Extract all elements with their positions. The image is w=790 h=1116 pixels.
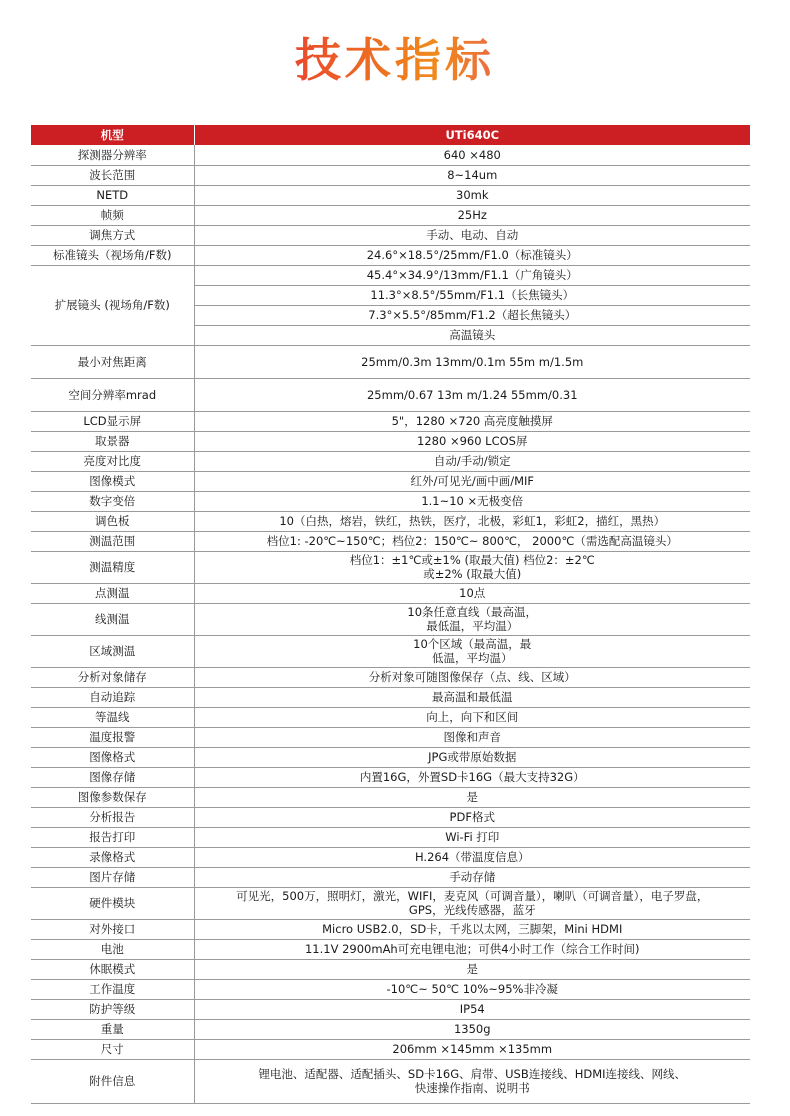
table-row [31, 1039, 750, 1059]
spec-value: 红外/可见光/画中画/MIF [194, 471, 750, 491]
table-row [31, 727, 750, 747]
spec-value: -10℃~ 50℃ 10%~95%非冷凝 [194, 979, 750, 999]
table-row [31, 1059, 750, 1103]
spec-label: 图像参数保存 [31, 787, 194, 807]
spec-value: 30mk [194, 185, 750, 205]
spec-label: 区域测温 [31, 635, 194, 667]
spec-value: IP54 [194, 999, 750, 1019]
spec-label: 硬件模块 [31, 887, 194, 919]
spec-label: 测温精度 [31, 551, 194, 583]
table-row [31, 767, 750, 787]
spec-label: 图片存储 [31, 867, 194, 887]
spec-value: 手动、电动、自动 [194, 225, 750, 245]
spec-value: 11.1V 2900mAh可充电锂电池；可供4小时工作（综合工作时间) [194, 939, 750, 959]
spec-value: 锂电池、适配器、适配插头、SD卡16G、肩带、USB连接线、HDMI连接线、网线、 快速操作指南、说明书 [194, 1059, 750, 1103]
spec-value: 10个区域（最高温，最 低温，平均温） [194, 635, 750, 667]
spec-value: 分析对象可随图像保存（点、线、区域） [194, 667, 750, 687]
table-row [31, 747, 750, 767]
spec-value: 11.3°×8.5°/55mm/F1.1（长焦镜头） [194, 285, 750, 305]
spec-label: 调焦方式 [31, 225, 194, 245]
table-row [31, 205, 750, 225]
spec-table [31, 125, 750, 1104]
spec-value: 640 ×480 [194, 145, 750, 165]
spec-label: LCD显示屏 [31, 411, 194, 431]
table-row [31, 265, 750, 285]
table-row [31, 165, 750, 185]
spec-label: 数字变倍 [31, 491, 194, 511]
spec-label: 取景器 [31, 431, 194, 451]
table-row [31, 245, 750, 265]
spec-value: 25mm/0.67 13m m/1.24 55mm/0.31 [194, 378, 750, 411]
table-row [31, 635, 750, 667]
table-row [31, 471, 750, 491]
spec-value: 1280 ×960 LCOS屏 [194, 431, 750, 451]
spec-label: NETD [31, 185, 194, 205]
table-row [31, 999, 750, 1019]
spec-value: 向上，向下和区间 [194, 707, 750, 727]
table-row [31, 531, 750, 551]
spec-value: 是 [194, 787, 750, 807]
spec-value: 可见光，500万，照明灯，激光，WIFI，麦克风（可调音量），喇叭（可调音量），电子罗盘， GPS，光线传感器，蓝牙 [194, 887, 750, 919]
table-row [31, 867, 750, 887]
spec-value: 10点 [194, 583, 750, 603]
table-row [31, 939, 750, 959]
table-row [31, 959, 750, 979]
spec-value: 图像和声音 [194, 727, 750, 747]
spec-value: 是 [194, 959, 750, 979]
spec-value: 5"，1280 ×720 高亮度触摸屏 [194, 411, 750, 431]
spec-label: 分析报告 [31, 807, 194, 827]
header-value: UTi640C [194, 125, 750, 145]
spec-value: 45.4°×34.9°/13mm/F1.1（广角镜头） [194, 265, 750, 285]
spec-label: 自动追踪 [31, 687, 194, 707]
table-row [31, 431, 750, 451]
spec-value: 1.1~10 ×无极变倍 [194, 491, 750, 511]
spec-label: 探测器分辨率 [31, 145, 194, 165]
spec-label: 线测温 [31, 603, 194, 635]
spec-value: 206mm ×145mm ×135mm [194, 1039, 750, 1059]
spec-value: 档位1: -20℃~150℃；档位2：150℃~ 800℃， 2000℃（需选配高温镜头） [194, 531, 750, 551]
spec-value: 1350g [194, 1019, 750, 1039]
spec-label: 附件信息 [31, 1059, 194, 1103]
spec-label: 调色板 [31, 511, 194, 531]
table-row [31, 511, 750, 531]
spec-label: 空间分辨率mrad [31, 378, 194, 411]
spec-label: 对外接口 [31, 919, 194, 939]
spec-label: 图像存储 [31, 767, 194, 787]
spec-value: 手动存储 [194, 867, 750, 887]
table-row [31, 687, 750, 707]
spec-label: 录像格式 [31, 847, 194, 867]
table-row [31, 1019, 750, 1039]
spec-value: PDF格式 [194, 807, 750, 827]
spec-value: 24.6°×18.5°/25mm/F1.0（标准镜头） [194, 245, 750, 265]
table-row [31, 603, 750, 635]
table-row [31, 847, 750, 867]
table-row [31, 919, 750, 939]
table-row [31, 185, 750, 205]
spec-value: 最高温和最低温 [194, 687, 750, 707]
table-row [31, 411, 750, 431]
spec-label: 标准镜头（视场角/F数) [31, 245, 194, 265]
spec-value: JPG或带原始数据 [194, 747, 750, 767]
spec-label: 报告打印 [31, 827, 194, 847]
spec-label: 测温范围 [31, 531, 194, 551]
page-title: 技术指标 [0, 28, 790, 92]
table-row [31, 583, 750, 603]
table-row [31, 378, 750, 411]
spec-label: 波长范围 [31, 165, 194, 185]
table-row [31, 225, 750, 245]
spec-value: 25mm/0.3m 13mm/0.1m 55m m/1.5m [194, 345, 750, 378]
spec-label: 休眠模式 [31, 959, 194, 979]
spec-label: 图像模式 [31, 471, 194, 491]
table-row [31, 707, 750, 727]
spec-value: Micro USB2.0，SD卡，千兆以太网，三脚架，Mini HDMI [194, 919, 750, 939]
spec-label: 温度报警 [31, 727, 194, 747]
table-row [31, 551, 750, 583]
spec-label: 最小对焦距离 [31, 345, 194, 378]
spec-value: 自动/手动/锁定 [194, 451, 750, 471]
table-row [31, 807, 750, 827]
spec-label: 电池 [31, 939, 194, 959]
table-row [31, 145, 750, 165]
header-label: 机型 [31, 125, 194, 145]
spec-value: 10条任意直线（最高温， 最低温，平均温） [194, 603, 750, 635]
spec-label: 扩展镜头 (视场角/F数) [31, 265, 194, 345]
spec-value: 25Hz [194, 205, 750, 225]
spec-label: 重量 [31, 1019, 194, 1039]
spec-label: 亮度对比度 [31, 451, 194, 471]
spec-value: H.264（带温度信息） [194, 847, 750, 867]
spec-label: 尺寸 [31, 1039, 194, 1059]
spec-value: 内置16G，外置SD卡16G（最大支持32G） [194, 767, 750, 787]
table-row [31, 345, 750, 378]
spec-label: 图像格式 [31, 747, 194, 767]
table-row [31, 451, 750, 471]
spec-value: 10（白热，熔岩，铁红，热铁，医疗，北极，彩虹1，彩虹2，描红，黑热） [194, 511, 750, 531]
spec-value: 7.3°×5.5°/85mm/F1.2（超长焦镜头） [194, 305, 750, 325]
spec-value: 高温镜头 [194, 325, 750, 345]
spec-label: 帧频 [31, 205, 194, 225]
table-row [31, 491, 750, 511]
spec-label: 工作温度 [31, 979, 194, 999]
spec-value: 档位1：±1℃或±1% (取最大值) 档位2：±2℃ 或±2% (取最大值) [194, 551, 750, 583]
spec-label: 点测温 [31, 583, 194, 603]
table-row [31, 667, 750, 687]
spec-label: 防护等级 [31, 999, 194, 1019]
table-row [31, 979, 750, 999]
spec-value: Wi-Fi 打印 [194, 827, 750, 847]
spec-label: 分析对象储存 [31, 667, 194, 687]
table-row [31, 787, 750, 807]
table-row [31, 827, 750, 847]
spec-label: 等温线 [31, 707, 194, 727]
spec-value: 8~14um [194, 165, 750, 185]
table-row [31, 887, 750, 919]
table-header-row [31, 125, 750, 145]
